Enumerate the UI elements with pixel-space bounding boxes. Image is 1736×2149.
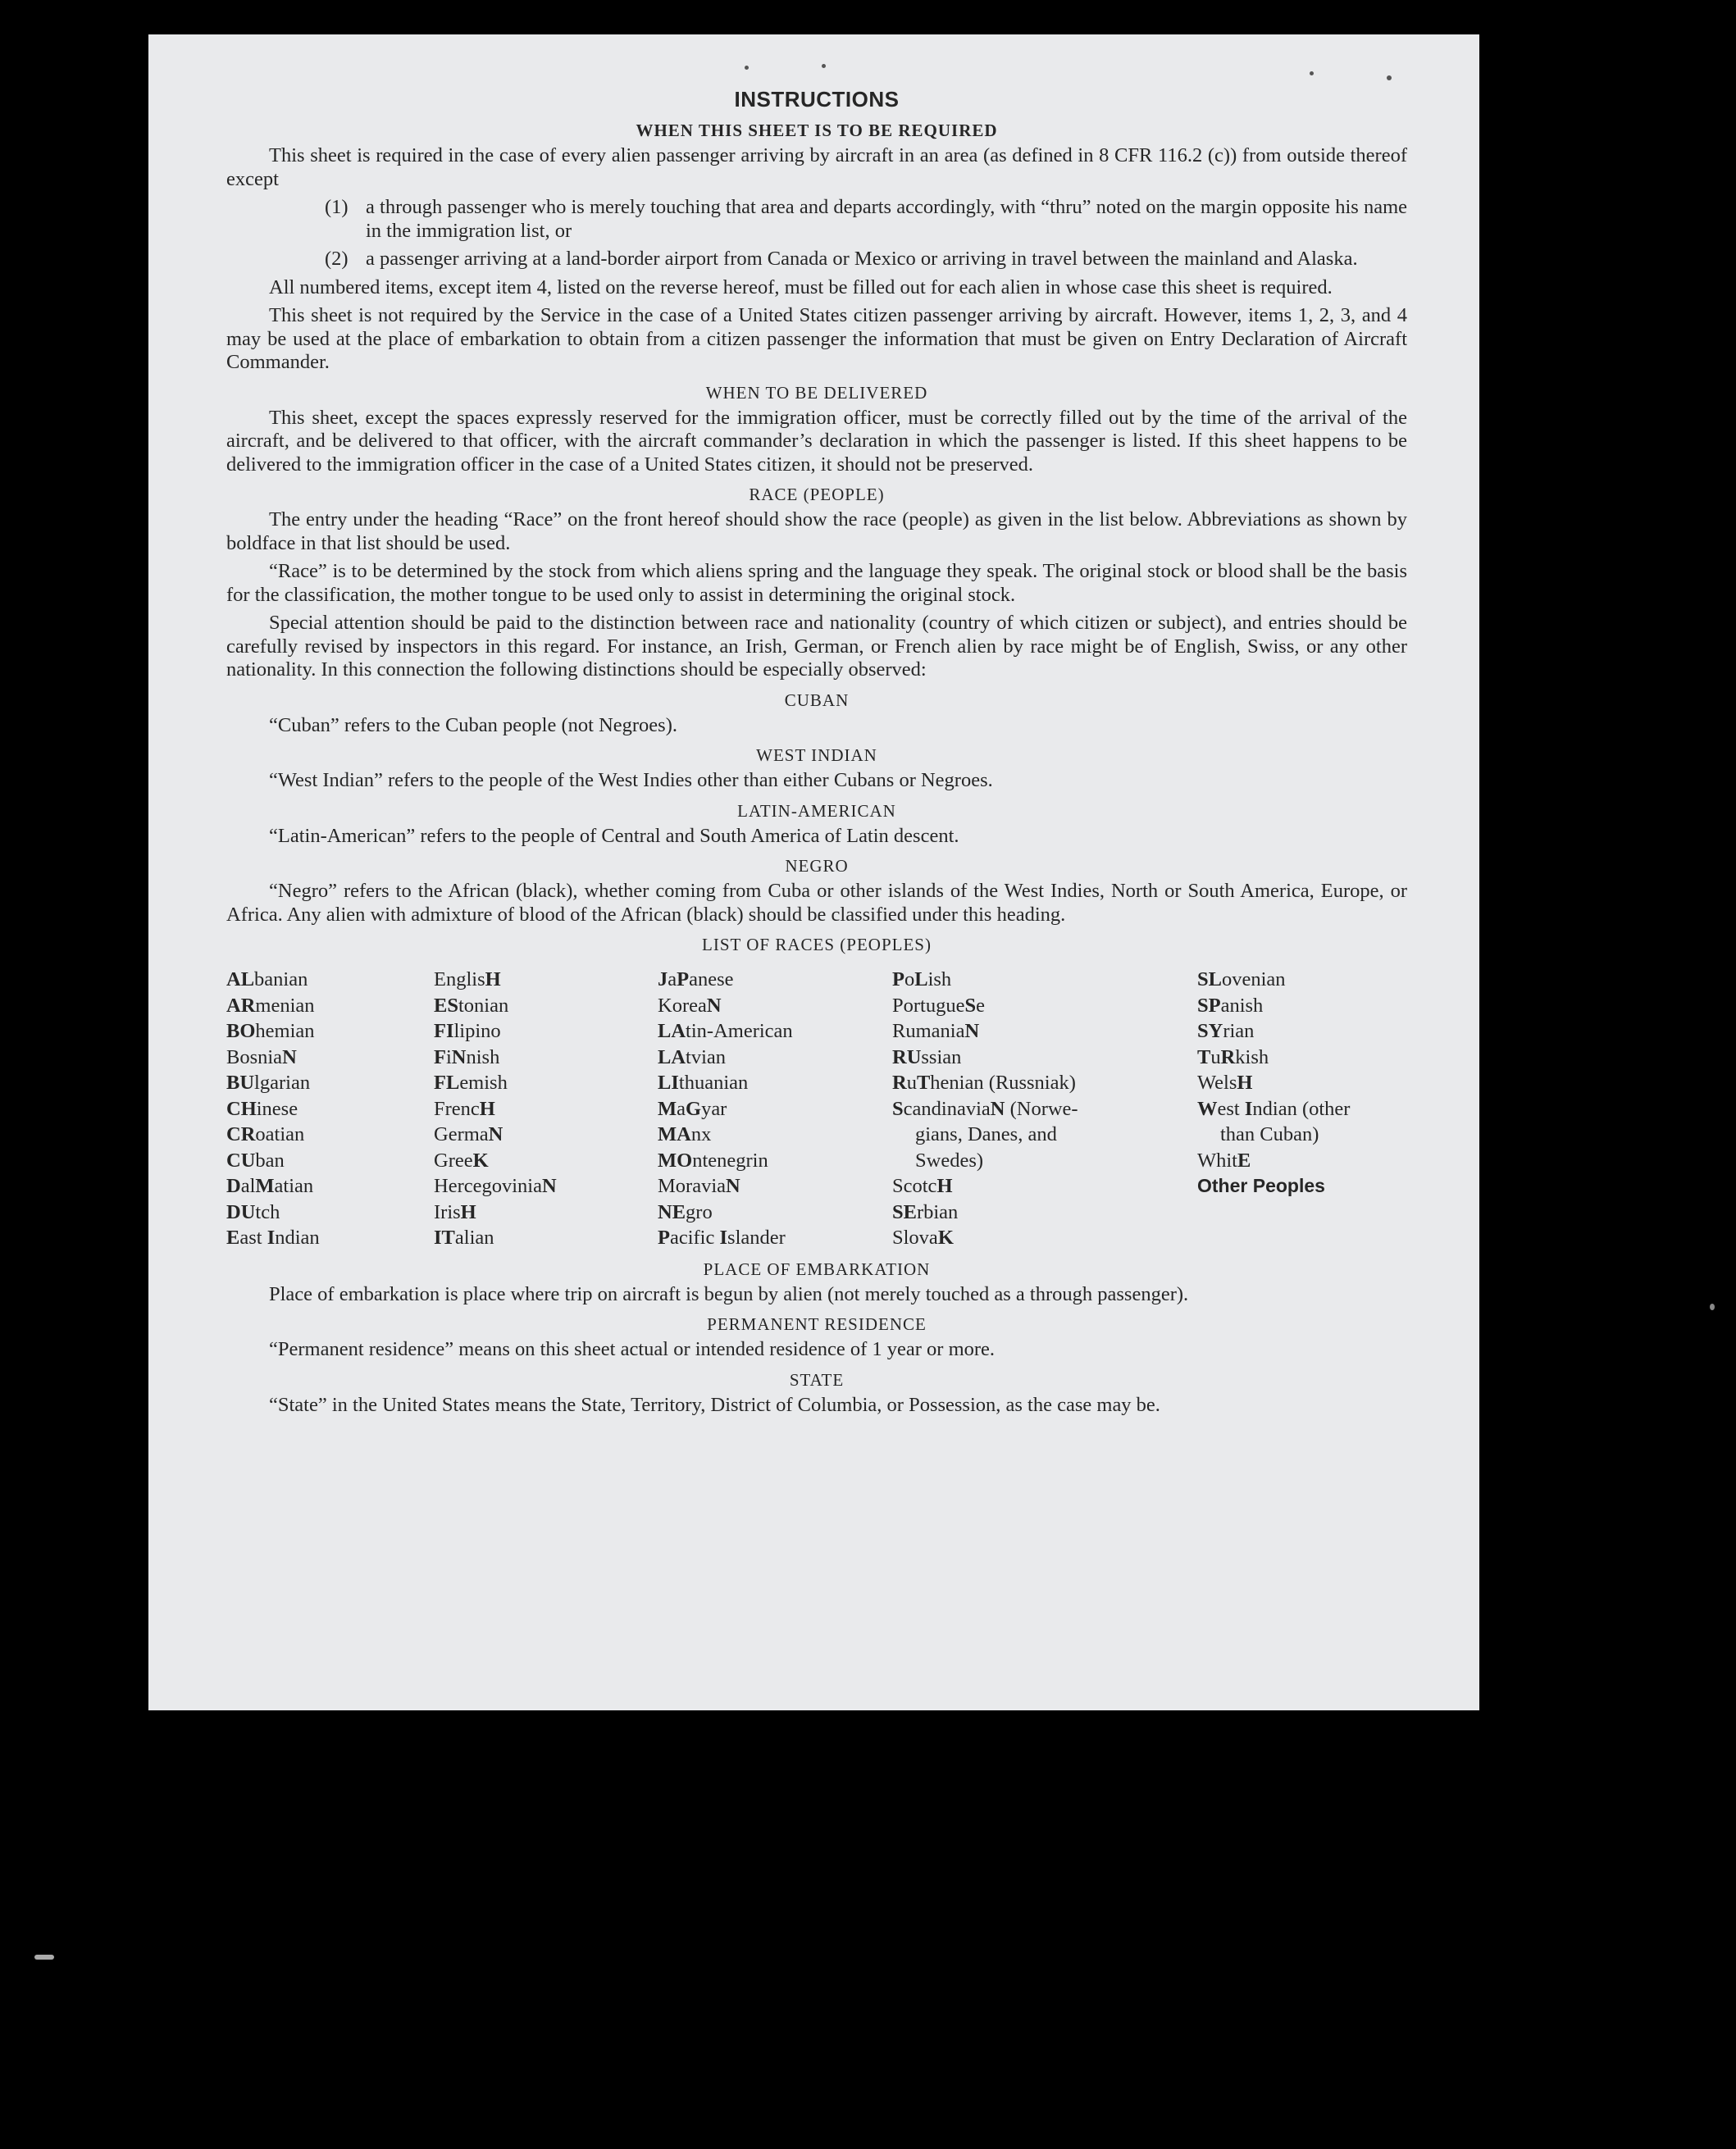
race-text: a [677, 1097, 686, 1120]
race-text: Whit [1197, 1149, 1237, 1172]
race-text: ish [927, 968, 952, 990]
paragraph: The entry under the heading “Race” on the front hereof should show the race (people) as given in the list below. Abbreviations as shown by boldface in that list should be used. [226, 508, 1407, 554]
race-entry [1197, 1096, 1407, 1122]
race-entry [226, 993, 434, 1019]
race-text: candinavia [903, 1097, 991, 1120]
race-abbreviation: H [460, 1200, 476, 1223]
race-abbreviation: H [936, 1175, 953, 1197]
race-text: tonian [458, 994, 509, 1017]
paragraph: All numbered items, except item 4, listed on the reverse hereof, must be filled out for each alien in whose case this sheet is required. [269, 275, 1333, 298]
race-entry [892, 1225, 1197, 1251]
race-text: tch [255, 1200, 280, 1223]
race-entry [434, 1018, 658, 1045]
race-abbreviation: N [282, 1045, 297, 1068]
race-abbreviation: N [964, 1020, 980, 1042]
race-text: Other Peoples [1197, 1175, 1325, 1196]
race-abbreviation: SL [1197, 968, 1222, 990]
races-column [434, 967, 658, 1251]
race-text: ndian [275, 1227, 320, 1249]
race-entry [434, 993, 658, 1019]
race-text: ssian [921, 1045, 962, 1068]
race-entry [226, 1148, 434, 1174]
scan-speck [745, 66, 749, 70]
race-entry [658, 1173, 892, 1200]
race-abbreviation: J [658, 968, 668, 990]
race-text: Portugue [892, 994, 965, 1017]
race-abbreviation: G [686, 1097, 702, 1120]
item-number: (1) [325, 196, 349, 218]
race-entry [226, 1070, 434, 1096]
race-entry [892, 967, 1197, 993]
race-text: Bosnia [226, 1045, 283, 1068]
race-text: Gree [434, 1149, 473, 1172]
race-text: ntenegrin [692, 1149, 768, 1172]
race-text: Rumania [892, 1020, 965, 1042]
race-entry [892, 1148, 1197, 1174]
race-entry [226, 1225, 434, 1251]
race-abbreviation: K [472, 1149, 489, 1172]
race-abbreviation: RU [892, 1045, 922, 1068]
race-abbreviation: CU [226, 1149, 256, 1172]
race-entry [658, 993, 892, 1019]
numbered-item-2 [226, 248, 1407, 271]
race-text: Hercegovinia [434, 1175, 542, 1197]
race-text: i [445, 1045, 452, 1068]
race-entry [226, 1200, 434, 1226]
race-text: oatian [255, 1123, 305, 1145]
scan-speck [34, 1955, 54, 1960]
paragraph: “Race” is to be determined by the stock from which aliens spring and the language they speak. The original stock or blood shall be the basis for the classification, the mother tongue to be used only to assist in determining the original stock. [226, 560, 1407, 606]
races-column [658, 967, 892, 1251]
paragraph: This sheet is required in the case of every alien passenger arriving by aircraft in an area (as defined in 8 CFR 116.2 (c)) from outside thereof except [226, 144, 1407, 190]
race-abbreviation: P [658, 1227, 670, 1249]
race-abbreviation: M [658, 1097, 677, 1120]
race-abbreviation: H [485, 968, 501, 990]
race-text: tin-American [686, 1020, 793, 1042]
race-text: henian (Russniak) [930, 1072, 1076, 1094]
race-abbreviation: LI [658, 1072, 679, 1094]
paragraph: Place of embarkation is place where trip on aircraft is begun by alien (not merely touched as a through passenger). [269, 1282, 1189, 1305]
race-abbreviation: E [226, 1227, 240, 1249]
race-text: than Cuban) [1220, 1123, 1319, 1145]
race-abbreviation: CR [226, 1123, 256, 1145]
race-entry [892, 1122, 1197, 1148]
race-text: slander [727, 1227, 786, 1249]
heading-permanent-residence: PERMANENT RESIDENCE [707, 1314, 927, 1334]
race-text: menian [255, 994, 315, 1017]
race-abbreviation: R [1220, 1045, 1236, 1068]
race-abbreviation: K [937, 1227, 954, 1249]
race-abbreviation: F [434, 1045, 446, 1068]
paragraph: “Negro” refers to the African (black), whether coming from Cuba or other islands of the West Indies, North or South America, Europe, or Africa. Any alien with admixture of blood of the African (black) should be classified under this heading. [226, 880, 1407, 926]
race-entry [1197, 1148, 1407, 1174]
race-abbreviation: E [1237, 1149, 1251, 1172]
scan-speck [1310, 71, 1314, 75]
race-entry [1197, 1045, 1407, 1071]
race-entry [434, 1173, 658, 1200]
heading-embarkation: PLACE OF EMBARKATION [703, 1259, 931, 1279]
race-entry [658, 1122, 892, 1148]
race-entry [226, 1018, 434, 1045]
item-text: a passenger arriving at a land-border airport from Canada or Mexico or arriving in travel between the mainland and Alaska. [366, 248, 1358, 270]
race-text: kish [1235, 1045, 1269, 1068]
race-text: anish [1220, 994, 1264, 1017]
race-text: u [1210, 1045, 1221, 1068]
race-text: lipino [453, 1020, 501, 1042]
race-abbreviation: NE [658, 1200, 686, 1223]
race-text: Scotc [892, 1175, 937, 1197]
race-abbreviation: DU [226, 1200, 256, 1223]
race-text: rbian [916, 1200, 959, 1223]
race-abbreviation: L [914, 968, 928, 990]
heading-latin-american: LATIN-AMERICAN [737, 800, 896, 821]
race-text: e [976, 994, 985, 1017]
race-entry [892, 993, 1197, 1019]
heading-list-of-races: LIST OF RACES (PEOPLES) [702, 935, 932, 954]
race-text: a [668, 968, 677, 990]
race-entry [658, 1096, 892, 1122]
paragraph: “Latin-American” refers to the people of Central and South America of Latin descent. [269, 824, 959, 847]
race-abbreviation: AL [226, 968, 255, 990]
race-abbreviation: T [1197, 1045, 1211, 1068]
race-abbreviation: FL [434, 1072, 460, 1094]
race-text: u [906, 1072, 917, 1094]
race-abbreviation: ES [434, 994, 458, 1017]
race-entry [1197, 1070, 1407, 1096]
item-number: (2) [325, 248, 349, 270]
race-text: ban [255, 1149, 285, 1172]
scan-speck [822, 64, 826, 68]
races-column [1197, 967, 1407, 1251]
page-title: INSTRUCTIONS [734, 87, 900, 112]
race-text: gians, Danes, and [915, 1123, 1057, 1145]
race-text: thuanian [678, 1072, 749, 1094]
race-text: gro [686, 1200, 713, 1223]
race-entry [1197, 993, 1407, 1019]
race-text: rian [1223, 1020, 1255, 1042]
race-entry [434, 1200, 658, 1226]
race-text: nx [690, 1123, 712, 1145]
race-entry [226, 1173, 434, 1200]
heading-when-required: WHEN THIS SHEET IS TO BE REQUIRED [636, 121, 998, 140]
race-abbreviation: H [1237, 1072, 1253, 1094]
race-abbreviation: P [677, 968, 690, 990]
race-entry [434, 1225, 658, 1251]
race-text: ndian (other [1252, 1097, 1351, 1120]
race-entry [226, 1045, 434, 1071]
race-text: Englis [434, 968, 485, 990]
race-abbreviation: D [226, 1175, 241, 1197]
race-entry [434, 1148, 658, 1174]
item-text: a through passenger who is merely touching that area and departs accordingly, with “thru” noted on the margin opposite his name in the immigration list, or [366, 196, 1407, 242]
race-text: banian [254, 968, 308, 990]
races-column [226, 967, 434, 1251]
race-text: hemian [255, 1020, 315, 1042]
race-entry [1197, 1173, 1407, 1200]
race-entry [892, 1173, 1197, 1200]
race-entry [1197, 1122, 1407, 1148]
race-abbreviation: I [267, 1227, 276, 1249]
race-entry [658, 1045, 892, 1071]
race-entry [434, 1096, 658, 1122]
race-text: inese [256, 1097, 298, 1120]
race-abbreviation: P [892, 968, 904, 990]
race-abbreviation: FI [434, 1020, 454, 1042]
race-text: acific [669, 1227, 720, 1249]
race-abbreviation: MA [658, 1123, 691, 1145]
race-text: tvian [686, 1045, 727, 1068]
race-abbreviation: N [706, 994, 722, 1017]
numbered-item-1 [226, 196, 1407, 243]
heading-cuban: CUBAN [784, 690, 850, 710]
race-abbreviation: N [451, 1045, 467, 1068]
race-text: Slova [892, 1227, 938, 1249]
race-entry [658, 967, 892, 993]
race-text: Swedes) [915, 1149, 984, 1172]
paragraph: “West Indian” refers to the people of the West Indies other than either Cubans or Negroes. [269, 769, 993, 791]
race-abbreviation: R [892, 1072, 907, 1094]
heading-state: STATE [789, 1369, 845, 1390]
race-abbreviation: W [1197, 1097, 1218, 1120]
document-sheet [148, 34, 1479, 1710]
race-abbreviation: M [255, 1175, 275, 1197]
race-abbreviation: SY [1197, 1020, 1223, 1042]
paragraph: “State” in the United States means the State, Territory, District of Columbia, or Possession, as the case may be. [269, 1393, 1160, 1416]
paragraph: This sheet, except the spaces expressly reserved for the immigration officer, must be correctly filled out by the time of the arrival of the aircraft, and be delivered to that officer, with the aircraft commander’s declaration in which the passenger is listed. If this sheet happens to be delivered to the immigration officer in the case of a United States citizen, it should not be preserved. [226, 406, 1407, 476]
scan-speck [1710, 1304, 1715, 1310]
race-abbreviation: IT [434, 1227, 455, 1249]
race-abbreviation: N [726, 1175, 740, 1197]
race-entry [892, 1045, 1197, 1071]
paragraph: Special attention should be paid to the distinction between race and nationality (country of which citizen or subject), and entries should be carefully revised by inspectors in this regard. For instance, an Irish, German, or French alien by race might be of English, Swiss, or any other nationality. In this connection the following distinctions should be especially observed: [226, 612, 1407, 681]
race-entry [658, 1018, 892, 1045]
race-entry [1197, 967, 1407, 993]
heading-race: RACE (PEOPLE) [749, 485, 885, 504]
race-entry [226, 1122, 434, 1148]
race-entry [892, 1096, 1197, 1122]
race-text: Wels [1197, 1072, 1237, 1094]
scan-speck [1387, 75, 1392, 80]
race-entry [434, 1045, 658, 1071]
race-abbreviation: CH [226, 1097, 257, 1120]
race-abbreviation: MO [658, 1149, 693, 1172]
race-entry [434, 967, 658, 993]
race-entry [658, 1225, 892, 1251]
race-entry [658, 1200, 892, 1226]
instructions-body [226, 87, 1407, 1417]
race-text: (Norwe- [1005, 1097, 1078, 1120]
race-abbreviation: AR [226, 994, 256, 1017]
race-text: yar [701, 1097, 727, 1120]
race-abbreviation: LA [658, 1020, 686, 1042]
race-abbreviation: S [964, 994, 977, 1017]
race-abbreviation: S [892, 1097, 904, 1120]
race-text: nish [466, 1045, 500, 1068]
race-text: alian [454, 1227, 494, 1249]
race-text: atian [274, 1175, 314, 1197]
race-abbreviation: LA [658, 1045, 686, 1068]
race-entry [434, 1122, 658, 1148]
race-text: lgarian [254, 1072, 311, 1094]
race-abbreviation: T [916, 1072, 931, 1094]
races-column [892, 967, 1197, 1251]
race-abbreviation: H [479, 1097, 495, 1120]
race-entry [434, 1070, 658, 1096]
race-text: o [904, 968, 915, 990]
race-abbreviation: N [488, 1123, 503, 1145]
race-entry [892, 1070, 1197, 1096]
races-list [226, 967, 1407, 1251]
race-text: Moravia [658, 1175, 726, 1197]
paragraph: “Permanent residence” means on this sheet actual or intended residence of 1 year or more. [269, 1338, 996, 1360]
race-abbreviation: SP [1197, 994, 1221, 1017]
race-text: Frenc [434, 1097, 480, 1120]
race-abbreviation: SE [892, 1200, 917, 1223]
race-text: ovenian [1221, 968, 1286, 990]
race-entry [226, 1096, 434, 1122]
race-text: Korea [658, 994, 707, 1017]
heading-when-delivered: WHEN TO BE DELIVERED [705, 382, 928, 403]
race-entry [892, 1200, 1197, 1226]
race-text: al [240, 1175, 256, 1197]
race-abbreviation: N [990, 1097, 1005, 1120]
race-text: Iris [434, 1200, 461, 1223]
paragraph: This sheet is not required by the Service in the case of a United States citizen passenger arriving by aircraft. However, items 1, 2, 3, and 4 may be used at the place of embarkation to obtain from a citizen passenger the information that must be given on Entry Declaration of Aircraft Commander. [226, 304, 1407, 373]
race-abbreviation: I [1244, 1097, 1253, 1120]
race-entry [226, 967, 434, 993]
race-abbreviation: N [541, 1175, 557, 1197]
race-entry [658, 1070, 892, 1096]
paragraph: “Cuban” refers to the Cuban people (not Negroes). [269, 713, 677, 736]
heading-west-indian: WEST INDIAN [756, 745, 877, 765]
heading-negro: NEGRO [785, 856, 849, 876]
race-abbreviation: I [719, 1227, 728, 1249]
race-abbreviation: BU [226, 1072, 255, 1094]
race-entry [892, 1018, 1197, 1045]
race-text: ast [239, 1227, 267, 1249]
race-entry [1197, 1018, 1407, 1045]
race-text: anese [689, 968, 734, 990]
race-text: est [1217, 1097, 1245, 1120]
race-abbreviation: BO [226, 1020, 256, 1042]
race-entry [658, 1148, 892, 1174]
race-text: Germa [434, 1123, 489, 1145]
race-text: emish [459, 1072, 508, 1094]
